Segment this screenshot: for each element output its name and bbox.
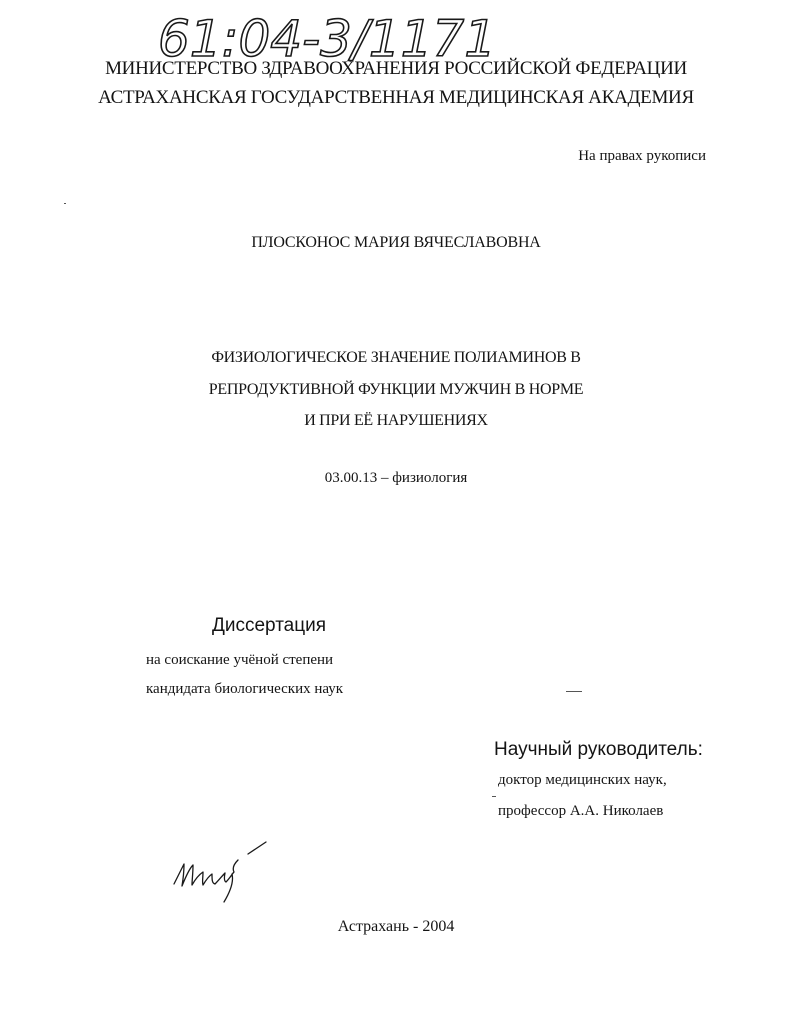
degree-line: кандидата биологических наук — [146, 681, 344, 697]
supervisor-heading: Научный руководитель: — [494, 739, 703, 760]
signature — [168, 838, 278, 910]
degree-line: на соискание учёной степени — [146, 652, 334, 668]
ministry-name: МИНИСТЕРСТВО ЗДРАВООХРАНЕНИЯ РОССИЙСКОЙ ФЕДЕРАЦИИ — [105, 58, 687, 79]
supervisor-name: профессор А.А. Николаев — [498, 803, 664, 819]
archive-code-text: 61:04-3/1171 — [158, 10, 497, 66]
dissertation-title-line: РЕПРОДУКТИВНОЙ ФУНКЦИИ МУЖЧИН В НОРМЕ — [208, 381, 584, 398]
work-type-heading: Диссертация — [212, 615, 327, 636]
author-name: ПЛОСКОНОС МАРИЯ ВЯЧЕСЛАВОВНА — [251, 234, 541, 251]
dissertation-title-line: И ПРИ ЕЁ НАРУШЕНИЯХ — [304, 412, 488, 429]
city-year: Астрахань - 2004 — [337, 918, 455, 935]
handwritten-archive-code — [152, 4, 572, 66]
scan-speck — [566, 691, 582, 692]
dissertation-title-line: ФИЗИОЛОГИЧЕСКОЕ ЗНАЧЕНИЕ ПОЛИАМИНОВ В — [211, 349, 581, 366]
scan-speck — [492, 796, 496, 797]
scan-speck — [64, 203, 66, 204]
supervisor-title: доктор медицинских наук, — [498, 772, 667, 788]
manuscript-rights-note: На правах рукописи — [578, 148, 706, 164]
academy-name: АСТРАХАНСКАЯ ГОСУДАРСТВЕННАЯ МЕДИЦИНСКАЯ АКАДЕМИЯ — [98, 87, 694, 108]
specialty-code: 03.00.13 – физиология — [324, 470, 468, 486]
